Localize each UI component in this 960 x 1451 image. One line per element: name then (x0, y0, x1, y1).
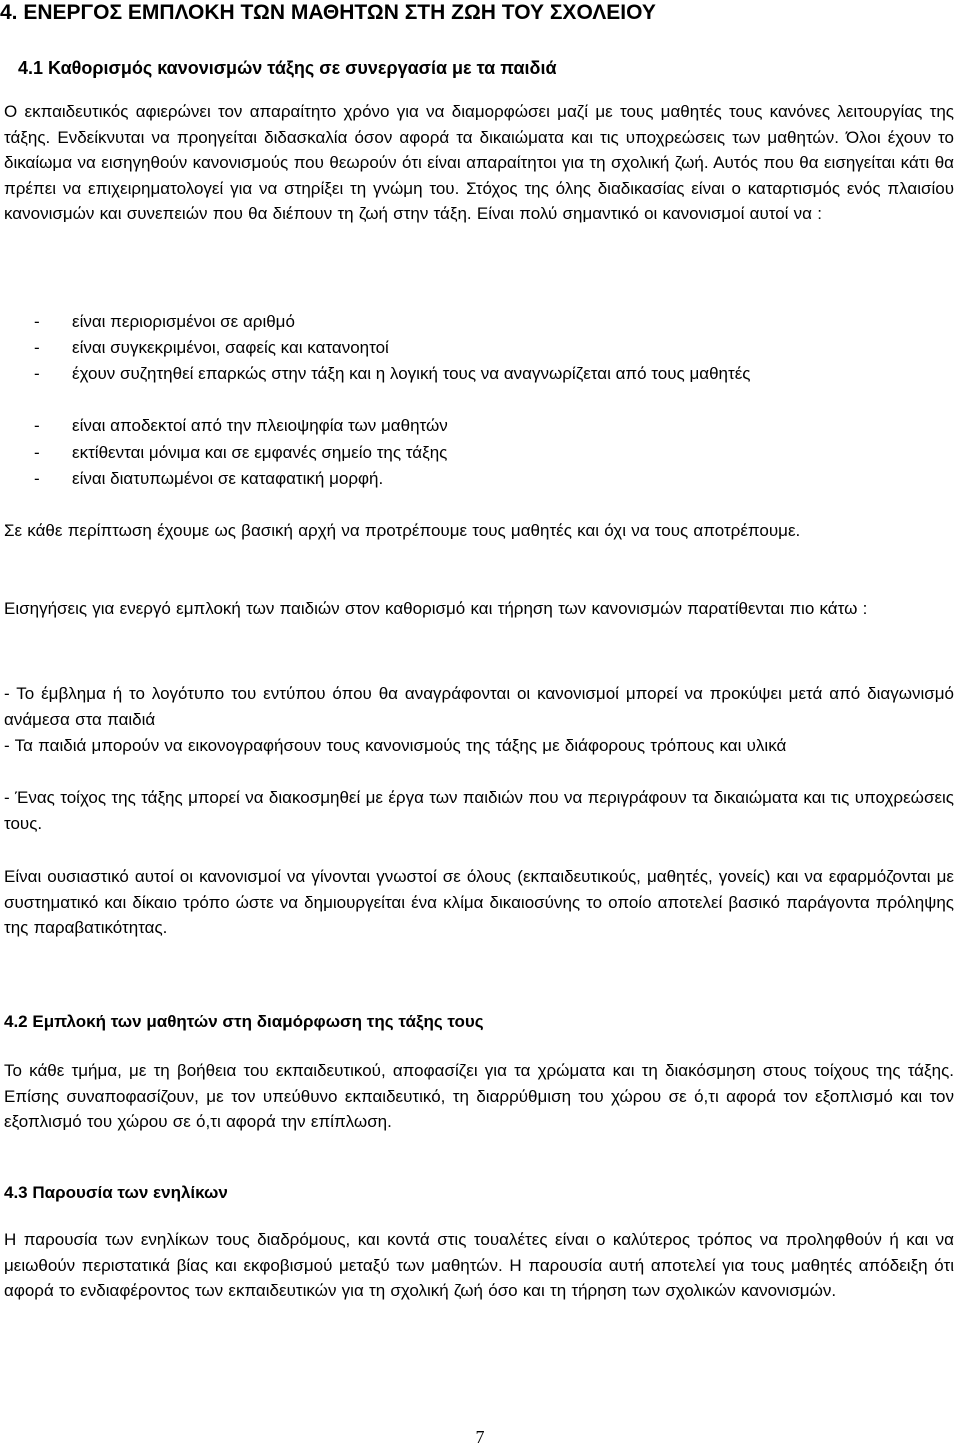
rule-item: εκτίθενται μόνιμα και σε εμφανές σημείο της τάξης (72, 443, 448, 462)
section-4-1-title: 4.1 Καθορισμός κανονισμών τάξης σε συνεργασία με τα παιδιά (18, 58, 557, 78)
section-4-2-body: Το κάθε τμήμα, με τη βοήθεια του εκπαιδευτικού, αποφασίζει για τα χρώματα και τη διακόσμηση στους τοίχους της τάξης. Επίσης συναποφασίζουν, με τον υπεύθυνο εκπαιδευτικό, τη διαρρύθμιση του χώρου σε ό,τι αφορά τον εξοπλισμό και τον εξοπλισμό του χώρου σε ό,τι αφορά την επίπλωση. (4, 1061, 954, 1131)
rule-item: έχουν συζητηθεί επαρκώς στην τάξη και η λογική τους να αναγνωρίζεται από τους μαθητές (72, 364, 751, 383)
list-bullet: - (34, 443, 40, 462)
section-4-1-intro: Ο εκπαιδευτικός αφιερώνει τον απαραίτητο χρόνο για να διαμορφώσει μαζί με τους μαθητές τους κανόνες λειτουργίας της τάξης. Ενδείκνυται να προηγείται διδασκαλία όσον αφορά τα δικαιώματα και τις υποχρεώσεις των μαθητών. Όλοι έχουν το δικαίωμα να εισηγηθούν κανονισμούς που θεωρούν ότι είναι απαραίτητοι για τη σχολική ζωή. Αυτός που θα εισηγείται κάτι θα πρέπει να επιχειρηματολογεί για να στηρίξει τη γνώμη του. Στόχος της όλης διαδικασίας είναι ο καταρτισμός ενός πλαισίου κανονισμών και συνεπειών που θα διέπουν τη ζωή στην τάξη. Είναι πολύ σημαντικό οι κανονισμοί αυτοί να : (4, 102, 954, 223)
suggestions-intro: Εισηγήσεις για ενεργό εμπλοκή των παιδιών στον καθορισμό και τήρηση των κανονισμών παρατίθενται πιο κάτω : (4, 599, 868, 618)
section-4-2-title: 4.2 Εμπλοκή των μαθητών στη διαμόρφωση της τάξης τους (4, 1012, 484, 1031)
list-bullet: - (34, 469, 40, 488)
page-number: 7 (475, 1427, 485, 1447)
rule-item: είναι περιορισμένοι σε αριθμό (72, 312, 295, 331)
suggestion-item: - Το έμβλημα ή το λογότυπο του εντύπου όπου θα αναγράφονται οι κανονισμοί μπορεί να προκύψει μετά από διαγωνισμό ανάμεσα στα παιδιά (4, 684, 954, 729)
section-4-3-title: 4.3 Παρουσία των ενηλίκων (4, 1183, 228, 1202)
suggestion-item: - Τα παιδιά μπορούν να εικονογραφήσουν τους κανονισμούς της τάξης με διάφορους τρόπους και υλικά (4, 736, 787, 755)
suggestion-item: - Ένας τοίχος της τάξης μπορεί να διακοσμηθεί με έργα των παιδιών που να περιγράφουν τα δικαιώματα και τις υποχρεώσεις τους. (4, 788, 954, 833)
rule-item: είναι συγκεκριμένοι, σαφείς και κατανοητοί (72, 338, 389, 357)
principle-paragraph: Σε κάθε περίπτωση έχουμε ως βασική αρχή να προτρέπουμε τους μαθητές και όχι να τους αποτρέπουμε. (4, 521, 801, 540)
section-4-3-body: Η παρουσία των ενηλίκων τους διαδρόμους, και κοντά στις τουαλέτες είναι ο καλύτερος τρόπος να προληφθούν ή και να μειωθούν περιστατικά βίας και εκφοβισμού μεταξύ των μαθητών. Η παρουσία αυτή αποτελεί για τους μαθητές απόδειξη ότι αφορά το ενδιαφέροντος των εκπαιδευτικών για τη σχολική ζωή όσο και τη τήρηση των σχολικών κανονισμών. (4, 1230, 954, 1300)
conclusion-paragraph: Είναι ουσιαστικό αυτοί οι κανονισμοί να γίνονται γνωστοί σε όλους (εκπαιδευτικούς, μαθητές, γονείς) και να εφαρμόζονται με συστηματικό και δίκαιο τρόπο ώστε να δημιουργείται ένα κλίμα δικαιοσύνης το οποίο αποτελεί βασικό παράγοντα πρόληψης της παραβατικότητας. (4, 867, 954, 937)
chapter-heading: 4. ΕΝΕΡΓΟΣ ΕΜΠΛΟΚΗ ΤΩΝ ΜΑΘΗΤΩΝ ΣΤΗ ΖΩΗ ΤΟΥ ΣΧΟΛΕΙΟΥ (0, 1, 656, 24)
list-bullet: - (34, 338, 40, 357)
list-bullet: - (34, 416, 40, 435)
list-bullet: - (34, 364, 40, 383)
rule-item: είναι αποδεκτοί από την πλειοψηφία των μαθητών (72, 416, 448, 435)
list-bullet: - (34, 312, 40, 331)
rule-item: είναι διατυπωμένοι σε καταφατική μορφή. (72, 469, 384, 488)
